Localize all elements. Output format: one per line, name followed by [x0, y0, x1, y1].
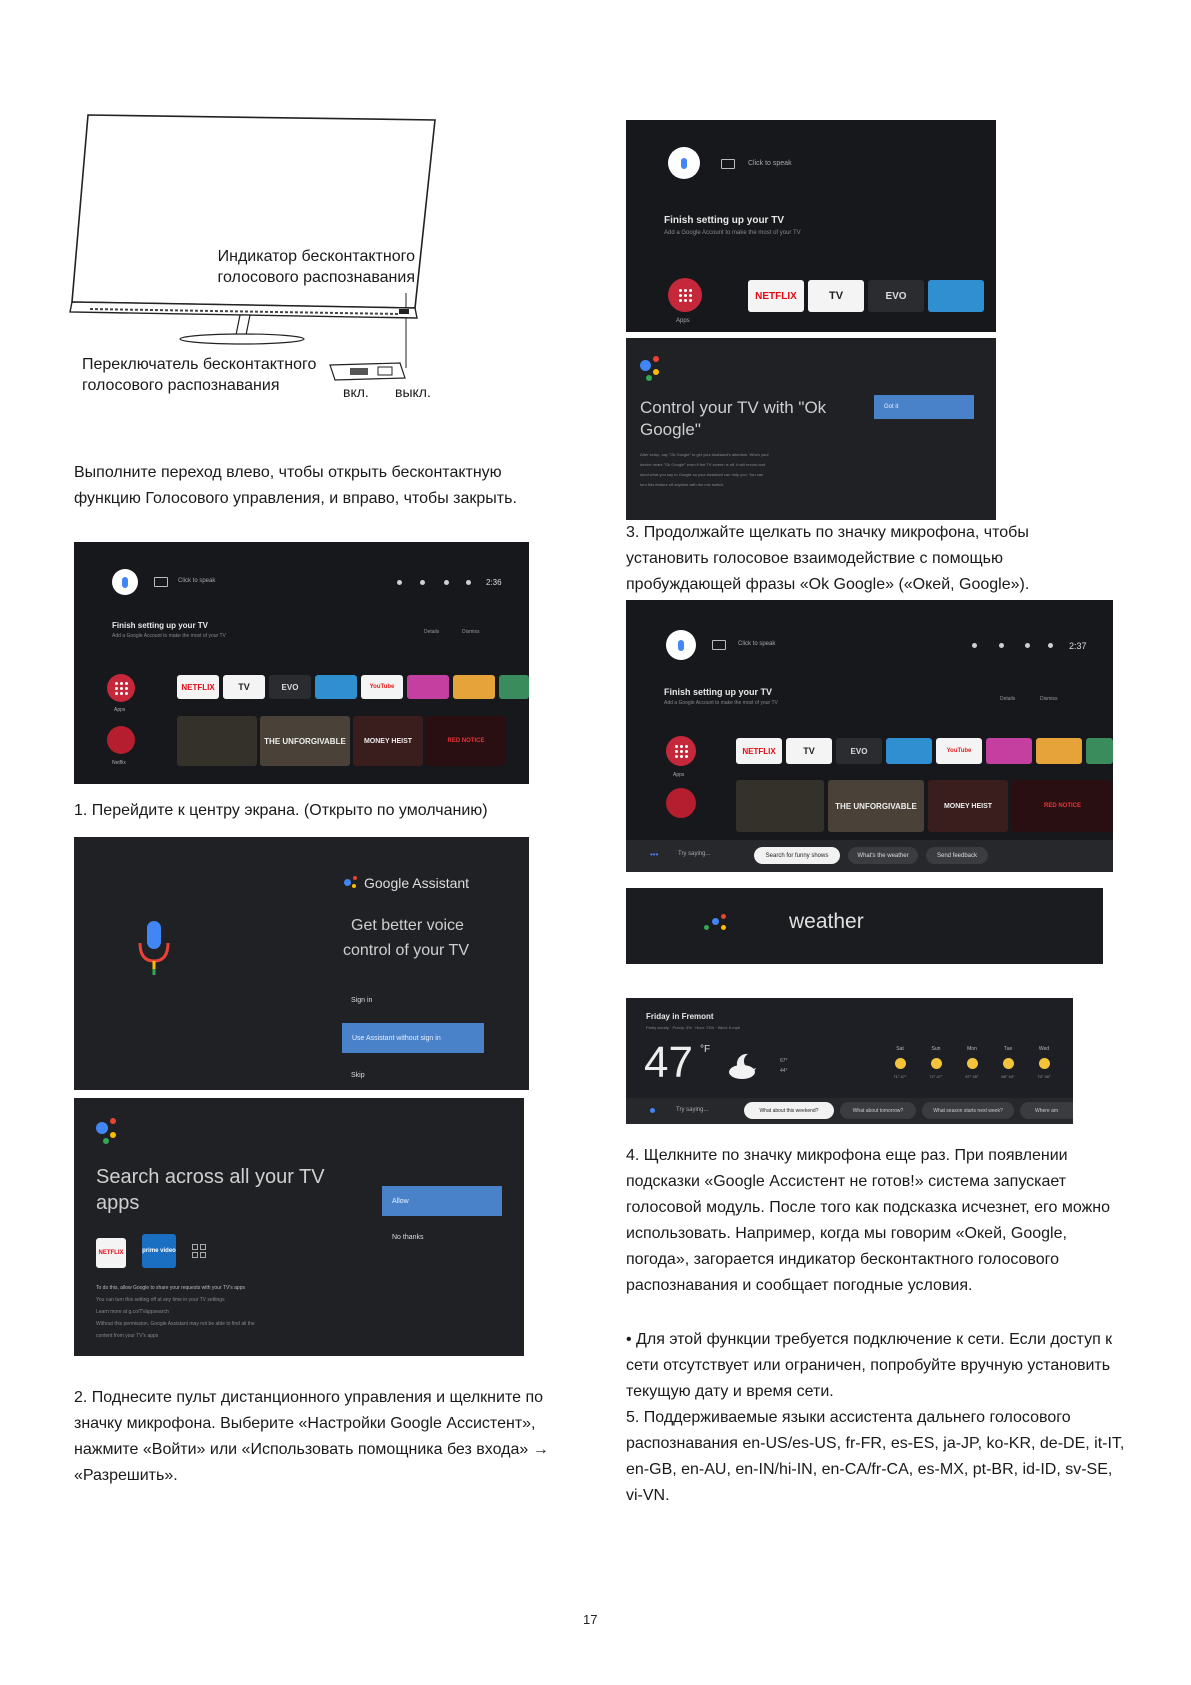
mic-icon[interactable]	[112, 569, 138, 595]
wifi-icon[interactable]	[444, 580, 449, 585]
tv-tile[interactable]: TV	[223, 675, 265, 699]
microphone-icon	[134, 919, 174, 979]
banner-subtitle: Add a Google Account to make the most of your TV	[112, 633, 226, 639]
search-apps-screen	[74, 1098, 524, 1356]
weather-card-screen	[626, 998, 1073, 1124]
right-banner-subtitle: Add a Google Account to make the most of your TV	[664, 230, 801, 236]
forecast-range: 67° 45°	[965, 1074, 979, 1079]
weather-high: 67°	[780, 1058, 788, 1064]
allow-button[interactable]: Allow	[382, 1186, 502, 1216]
google-play-tile[interactable]	[315, 675, 357, 699]
wifi-icon-2[interactable]	[1025, 643, 1030, 648]
forecast-range: 70° 46°	[1037, 1074, 1051, 1079]
got-it-button[interactable]: Got it	[874, 395, 974, 419]
suggestion-weather[interactable]: What's the weather	[848, 847, 918, 864]
sun-icon	[895, 1058, 906, 1069]
forecast-day-label: Sun	[931, 1046, 941, 1052]
dot-yellow	[110, 1132, 116, 1138]
grid-icon	[192, 1244, 206, 1258]
try-saying-label: Try saying...	[678, 851, 711, 857]
weather-suggestion-3[interactable]: What season starts next week?	[922, 1102, 1014, 1119]
partly-cloudy-icon	[726, 1050, 762, 1080]
forecast-day-label: Sat	[896, 1046, 904, 1052]
ok-dot-yellow	[653, 369, 659, 375]
weather-bar-dots-icon	[650, 1108, 655, 1113]
weather-suggestion-2[interactable]: What about tomorrow?	[840, 1102, 916, 1119]
forecast-day-label: Tue	[1003, 1046, 1013, 1052]
extra-tile-2[interactable]	[1086, 738, 1113, 764]
weather-low: 44°	[780, 1068, 788, 1074]
switch-off-label: выкл.	[395, 384, 431, 400]
page-number: 17	[583, 1612, 598, 1627]
dot-red	[110, 1118, 116, 1124]
mic-icon-2[interactable]	[666, 630, 696, 660]
try-saying-dots-icon: •••	[650, 850, 659, 859]
right-tv-tile[interactable]: TV	[808, 280, 864, 312]
query-dot-green	[704, 925, 709, 930]
weather-query-screen	[626, 888, 1103, 964]
logo-dot-yellow	[352, 884, 356, 888]
assistant-dots-icon	[96, 1122, 108, 1134]
details-button[interactable]: Details	[424, 629, 440, 635]
forecast-day-wed	[1028, 1046, 1060, 1079]
clock-time-2: 2:37	[1069, 641, 1087, 651]
assistant-signin-screen	[74, 837, 529, 1090]
prime-video-tile: prime video	[142, 1234, 176, 1268]
right-home-screen	[626, 120, 996, 332]
forecast-range: 66° 44°	[1001, 1074, 1015, 1079]
music-tile[interactable]	[453, 675, 495, 699]
suggestion-funny-shows[interactable]: Search for funny shows	[754, 847, 840, 864]
forecast-day-sun	[920, 1046, 952, 1079]
banner-title-2: Finish setting up your TV	[664, 687, 772, 697]
tv-diagram	[60, 110, 480, 420]
step-3-text: 3. Продолжайте щелкать по значку микрофона, чтобы установить голосовое взаимодействие с помощью пробуждающей фразы «Ok Google» («Окей, Google»).	[626, 524, 1030, 593]
netflix-row-icon-2[interactable]	[666, 788, 696, 818]
indicator-label-line-1: Индикатор бесконтактного	[217, 248, 415, 265]
clock-time: 2:36	[486, 578, 502, 587]
forecast-day-mon	[956, 1046, 988, 1079]
switch-label-line-1: Переключатель бесконтактного	[82, 356, 317, 373]
apps-button-2[interactable]	[666, 736, 696, 766]
music-tile-2[interactable]	[1036, 738, 1082, 764]
skip-option[interactable]: Skip	[351, 1072, 365, 1079]
step-1-text: 1. Перейдите к центру экрана. (Открыто по умолчанию)	[74, 802, 488, 819]
no-thanks-option[interactable]: No thanks	[392, 1234, 424, 1241]
apps-button[interactable]	[107, 674, 135, 702]
search-body-4: Without this permission, Google Assistant may not be able to find all the	[96, 1321, 255, 1327]
forecast-day-sat	[884, 1046, 916, 1079]
settings-icon-2[interactable]	[1048, 643, 1053, 648]
forecast-day-tue	[992, 1046, 1024, 1079]
query-dot-red	[721, 914, 726, 919]
settings-icon[interactable]	[466, 580, 471, 585]
right-netflix-tile[interactable]: NETFLIX	[748, 280, 804, 312]
search-body-5: content from your TV's apps	[96, 1333, 159, 1339]
weather-location: Friday in Fremont	[646, 1012, 714, 1021]
poster-1[interactable]	[177, 716, 257, 766]
search-headline-1: Search across all your TV	[96, 1166, 325, 1188]
right-apps-button[interactable]	[668, 278, 702, 312]
search-body-1: To do this, allow Google to share your requests with your TV's apps	[96, 1285, 245, 1291]
netflix-row-icon[interactable]	[107, 726, 135, 754]
apps-label-2: Apps	[673, 772, 685, 778]
forecast-range: 71° 47°	[893, 1074, 907, 1079]
right-evo-tile[interactable]: EVO	[868, 280, 924, 312]
weather-suggestion-1[interactable]: What about this weekend?	[744, 1102, 834, 1119]
weather-temperature: 47	[644, 1038, 693, 1087]
query-dot-yellow	[721, 925, 726, 930]
poster-red-notice[interactable]: RED NOTICE	[426, 716, 506, 766]
poster-red-notice-2[interactable]: RED NOTICE	[1012, 780, 1113, 832]
sun-icon	[1039, 1058, 1050, 1069]
tv-tile-2[interactable]: TV	[786, 738, 832, 764]
evo-tile-2[interactable]: EVO	[836, 738, 882, 764]
weather-summary: Partly cloudy · Precip: 0% · Hum: 73% · Wind: 6 mph	[646, 1025, 741, 1030]
ok-google-headline-2: Google"	[640, 420, 701, 439]
right-click-to-speak: Click to speak	[748, 160, 792, 167]
netflix-app-tile: NETFLIX	[96, 1238, 126, 1268]
switch-label	[82, 354, 316, 396]
step-5-text: 5. Поддерживаемые языки ассистента дальнего голосового распознавания en-US/es-US, fr-FR, es-ES, ja-JP, ko-KR, de-DE, it-IT, en-GB, en-AU, en-IN/hi-IN, en-CA/fr-CA, es-MX, pt-BR, id-ID, sv-SE, vi-VN.	[626, 1409, 1125, 1504]
poster-money-heist[interactable]: MONEY HEIST	[353, 716, 423, 766]
netflix-row-label: Netflix	[112, 760, 126, 766]
sun-icon	[1003, 1058, 1014, 1069]
evo-tile[interactable]: EVO	[269, 675, 311, 699]
assistant-headline-1: Get better voice	[351, 917, 464, 934]
poster-money-heist-2[interactable]: MONEY HEIST	[928, 780, 1008, 832]
forecast-range: 72° 47°	[929, 1074, 943, 1079]
ok-google-body-1: After setup, say "Ok Google" to get your Assistant's attention. When your	[640, 452, 769, 457]
banner-title: Finish setting up your TV	[112, 621, 208, 630]
search-headline-2: apps	[96, 1192, 140, 1214]
google-assistant-logo-icon	[344, 879, 351, 886]
ok-google-screen	[626, 338, 996, 520]
try-saying-bar	[626, 840, 1113, 872]
forecast-day-label: Wed	[1038, 1046, 1050, 1052]
search-body-2: You can turn this setting off at any time in your TV settings	[96, 1297, 225, 1303]
assistant-brand: Google Assistant	[364, 875, 470, 891]
ok-dot-green	[646, 375, 652, 381]
use-without-sign-in-button[interactable]: Use Assistant without sign in	[342, 1023, 484, 1053]
weather-unit: °F	[700, 1044, 711, 1055]
dismiss-button[interactable]: Dismiss	[462, 629, 480, 635]
assistant-headline-2: control of your TV	[343, 942, 469, 959]
home-screen-2	[626, 600, 1113, 872]
youtube-tile[interactable]: YouTube	[361, 675, 403, 699]
weather-try-saying-label: Try saying...	[676, 1107, 709, 1113]
movies-tile-2[interactable]	[986, 738, 1032, 764]
query-dots-icon	[712, 918, 719, 925]
netflix-tile[interactable]: NETFLIX	[177, 675, 219, 699]
input-icon[interactable]	[420, 580, 425, 585]
mic-icon-right[interactable]	[668, 147, 700, 179]
click-to-speak: Click to speak	[178, 578, 216, 584]
ok-google-headline-1: Control your TV with "Ok	[640, 398, 827, 417]
intro-text: Выполните переход влево, чтобы открыть бесконтактную функцию Голосового управления, и вправо, чтобы закрыть.	[74, 464, 517, 507]
apps-label: Apps	[114, 707, 126, 713]
keyboard-icon-right[interactable]	[721, 159, 735, 169]
switch-label-line-2: голосового распознавания	[82, 377, 280, 394]
dismiss-button-2[interactable]: Dismiss	[1040, 696, 1058, 702]
keyboard-icon[interactable]	[154, 577, 168, 587]
poster-unforgivable[interactable]: THE UNFORGIVABLE	[260, 716, 350, 766]
dot-green	[103, 1138, 109, 1144]
sign-in-option[interactable]: Sign in	[351, 997, 373, 1004]
play-tile-2[interactable]	[886, 738, 932, 764]
home-screen-1	[74, 542, 529, 784]
timer-icon-2[interactable]	[972, 643, 977, 648]
right-banner-title: Finish setting up your TV	[664, 215, 784, 226]
right-apps-label: Apps	[676, 318, 690, 324]
click-to-speak-2: Click to speak	[738, 641, 776, 647]
keyboard-icon-2[interactable]	[712, 640, 726, 650]
poster-unforgivable-2[interactable]: THE UNFORGIVABLE	[828, 780, 924, 832]
weather-try-saying-bar	[626, 1098, 1073, 1124]
banner-subtitle-2: Add a Google Account to make the most of your TV	[664, 700, 778, 706]
sun-icon	[967, 1058, 978, 1069]
indicator-label-line-2: голосового распознавания	[217, 269, 415, 286]
step-4-text: 4. Щелкните по значку микрофона еще раз. При появлении подсказки «Google Ассистент не готов!» система запускает голосовой модуль. После того как подсказка исчезнет, его можно использовать. Например, когда мы говорим «Окей, Google, погода», загорается индикатор бесконтактного голосового распознавания и сообщает погодные условия.	[626, 1147, 1111, 1294]
details-button-2[interactable]: Details	[1000, 696, 1016, 702]
weather-suggestion-4[interactable]: Where am	[1020, 1102, 1073, 1119]
youtube-tile-2[interactable]: YouTube	[936, 738, 982, 764]
ok-google-body-4: turn this feature off anytime with the mic switch.	[640, 482, 724, 487]
logo-dot-red	[353, 876, 357, 880]
indicator-label	[210, 246, 415, 288]
forecast-day-label: Mon	[967, 1046, 977, 1052]
poster-1-2[interactable]	[736, 780, 824, 832]
weather-query-text: weather	[789, 910, 864, 933]
input-icon-2[interactable]	[999, 643, 1004, 648]
ok-google-body-3: send what you say to Google so your Assistant can help you. You can	[640, 472, 764, 477]
timer-icon[interactable]	[397, 580, 402, 585]
ok-dot-red	[653, 356, 659, 362]
extra-tile[interactable]	[499, 675, 529, 699]
step-2-text: 2. Поднесите пульт дистанционного управления и щелкните по значку микрофона. Выберите «Настройки Google Ассистент», нажмите «Войти» или «Использовать помощника без входа» → «Разрешить».	[74, 1389, 549, 1484]
right-play-tile[interactable]	[928, 280, 984, 312]
sun-icon	[931, 1058, 942, 1069]
switch-on-label: вкл.	[343, 384, 369, 400]
suggestion-feedback[interactable]: Send feedback	[926, 847, 988, 864]
forecast-row	[884, 1046, 1064, 1092]
ok-google-dots-icon	[640, 360, 651, 371]
search-body-3: Learn more at g.co/TVappsearch	[96, 1309, 169, 1315]
ok-google-body-2: device hears "Ok Google" even if the TV screen is off, it will record and	[640, 462, 766, 467]
bullet-text: • Для этой функции требуется подключение к сети. Если доступ к сети отсутствует или ограничен, попробуйте вручную установить текущую дату и время сети.	[626, 1331, 1113, 1400]
netflix-tile-2[interactable]: NETFLIX	[736, 738, 782, 764]
google-movies-tile[interactable]	[407, 675, 449, 699]
